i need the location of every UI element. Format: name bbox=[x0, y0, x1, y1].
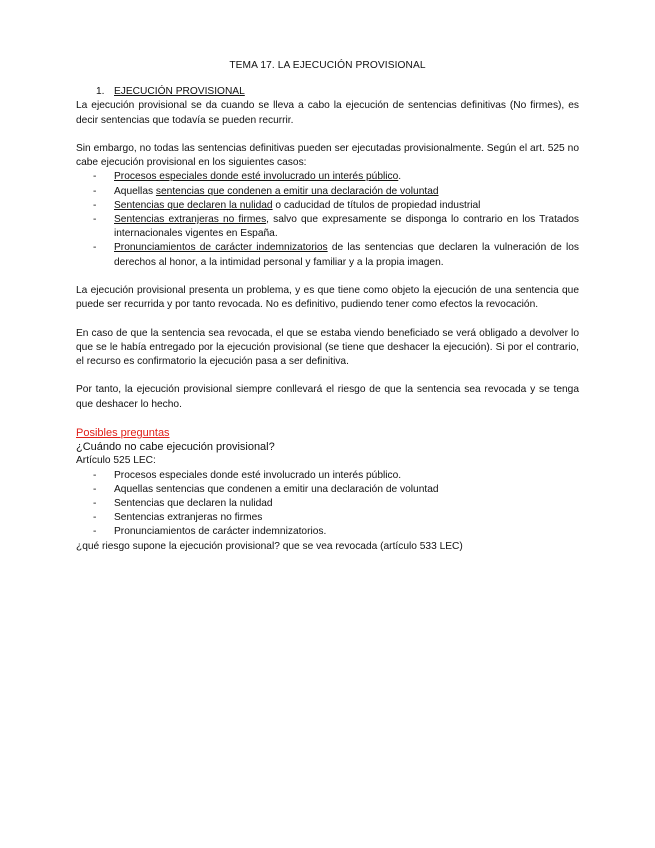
section-heading bbox=[76, 85, 579, 99]
questions-heading: Posibles preguntas bbox=[76, 427, 170, 439]
paragraph-risk: Por tanto, la ejecución provisional siempre conllevará el riesgo de que la sentencia sea revocada y se tenga que deshacer lo hecho. bbox=[76, 384, 579, 410]
list-item: - Pronunciamientos de carácter indemnizatorios de las sentencias que declaren la vulneración de los derechos al honor, a la intimidad personal y familiar y a la propia imagen. bbox=[114, 241, 579, 269]
list-item: - Sentencias extranjeras no firmes, salvo que expresamente se disponga lo contrario en los Tratados internacionales vigentes en España. bbox=[114, 213, 579, 241]
list-item: - Procesos especiales donde esté involucrado un interés público. bbox=[114, 469, 579, 483]
paragraph-intro: La ejecución provisional se da cuando se lleva a cabo la ejecución de sentencias definitivas (No firmes), es decir sentencias que todavía se pueden recurrir. bbox=[76, 100, 579, 126]
answer-list bbox=[76, 469, 579, 540]
list-item: - Aquellas sentencias que condenen a emitir una declaración de voluntad bbox=[114, 185, 579, 199]
paragraph-cases: Sin embargo, no todas las sentencias definitivas pueden ser ejecutadas provisionalmente. Según el art. 525 no cabe ejecución provisional en los siguientes casos: bbox=[76, 143, 579, 169]
paragraph-problem: La ejecución provisional presenta un problema, y es que tiene como objeto la ejecución de una sentencia que puede ser recurrida y por tanto revocada. No es definitivo, pudiendo tener como efectos la revocación. bbox=[76, 285, 579, 311]
list-item: - Pronunciamientos de carácter indemnizatorios. bbox=[114, 525, 579, 539]
question-1: ¿Cuándo no cabe ejecución provisional? bbox=[76, 441, 275, 454]
question-2: ¿qué riesgo supone la ejecución provisional? que se vea revocada (artículo 533 LEC) bbox=[76, 540, 463, 552]
list-item: - Aquellas sentencias que condenen a emitir una declaración de voluntad bbox=[114, 483, 579, 497]
section-title: EJECUCIÓN PROVISIONAL bbox=[114, 86, 245, 98]
section-number: 1. bbox=[96, 86, 105, 98]
list-item: - Procesos especiales donde esté involucrado un interés público. bbox=[114, 170, 579, 184]
document-title: TEMA 17. LA EJECUCIÓN PROVISIONAL bbox=[229, 60, 426, 71]
list-item: - Sentencias que declaren la nulidad bbox=[114, 497, 579, 511]
list-item: - Sentencias extranjeras no firmes bbox=[114, 511, 579, 525]
paragraph-revocation: En caso de que la sentencia sea revocada, el que se estaba viendo beneficiado se verá obligado a devolver lo que se le había entregado por la ejecución provisional (se tiene que deshacer la ejecución). Si por el contrario, el recurso es confirmatorio la ejecución pasa a ser definitiva. bbox=[76, 327, 579, 368]
question-1-reference: Artículo 525 LEC: bbox=[76, 455, 156, 467]
list-item: - Sentencias que declaren la nulidad o caducidad de títulos de propiedad industrial bbox=[114, 199, 579, 213]
exceptions-list bbox=[76, 170, 579, 269]
